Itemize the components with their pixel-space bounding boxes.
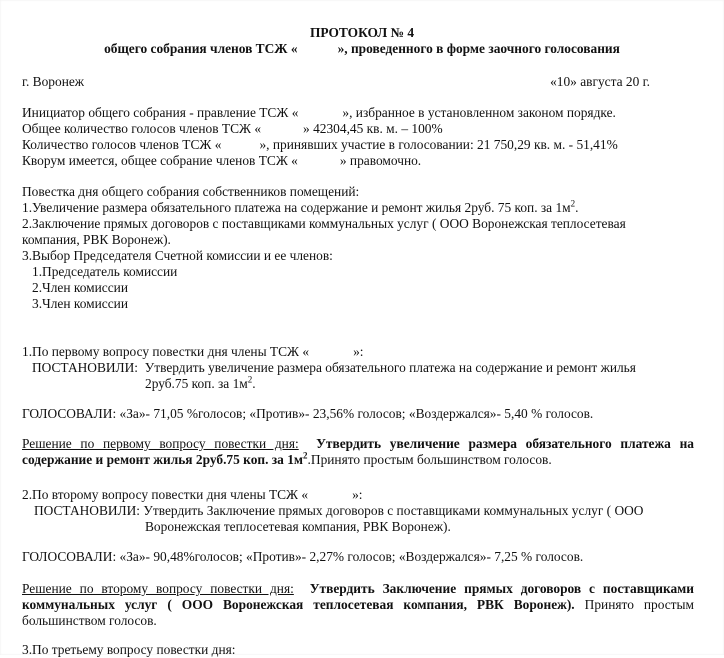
q1-votes: ГОЛОСОВАЛИ: «За»- 71,05 %голосов; «Против»- 23,56% голосов; «Воздержался»- 5,40 % голосов.: [22, 406, 594, 421]
voted-b: », принявших участие в голосовании: 21 750,29 кв. м. - 51,41%: [259, 137, 618, 152]
agenda-item-1-text: 1.Увеличение размера обязательного платежа на содержание и ремонт жилья 2руб. 75 коп. за 1м: [22, 200, 571, 215]
quorum-a: Кворум имеется, общее собрание членов ТСЖ «: [22, 153, 298, 168]
commission-member-2: 3.Член комиссии: [32, 296, 129, 311]
subtitle-part-a: общего собрания членов ТСЖ «: [104, 41, 298, 56]
q1-resolved-label: ПОСТАНОВИЛИ:: [32, 360, 139, 375]
initiator-b: », избранное в установленном законом порядке.: [342, 105, 616, 120]
q2-resolved-cont: Воронежская теплосетевая компания, РВК Воронеж).: [145, 519, 451, 534]
place: г. Воронеж: [22, 74, 85, 89]
meeting-date: «10» августа 20 г.: [550, 74, 650, 89]
q1-resolved-end: .: [252, 376, 256, 391]
q2-decision-bold-2: коммунальных услуг ( ООО Воронежская теплосетевая компания, РВК Воронеж).: [22, 597, 575, 612]
total-votes-line: [22, 121, 443, 137]
initiator-a: Инициатор общего собрания - правление ТСЖ «: [22, 105, 299, 120]
q1-decision-label: Решение по первому вопросу повестки дня:: [22, 436, 299, 451]
subtitle-part-b: », проведенного в форме заочного голосования: [337, 41, 620, 56]
q1-decision-line-2: [22, 452, 552, 468]
q2-decision-line-1: [22, 581, 694, 597]
commission-chair: 1.Председатель комиссии: [32, 264, 178, 279]
voted-a: Количество голосов членов ТСЖ «: [22, 137, 222, 152]
agenda-item-1-sup: 2: [570, 198, 576, 209]
q2-decision-rest: Принято простым: [584, 597, 695, 612]
q2-resolved-text-1: Утвердить Заключение прямых договоров с поставщиками коммунальных услуг ( ООО: [143, 503, 644, 518]
voted-line: [22, 137, 618, 153]
agenda-item-1: [22, 200, 579, 216]
agenda-item-2-line-2: компания, РВК Воронеж).: [22, 232, 171, 247]
total-a: Общее количество голосов членов ТСЖ «: [22, 121, 262, 136]
commission-member-1: 2.Член комиссии: [32, 280, 129, 295]
q3-intro: 3.По третьему вопросу повестки дня:: [22, 642, 236, 657]
q2-decision-label: Решение по второму вопросу повестки дня:: [22, 581, 294, 596]
q2-decision-line-2: [22, 597, 694, 613]
agenda-item-3: 3.Выбор Председателя Счетной комиссии и ее членов:: [22, 248, 333, 263]
protocol-subtitle: [0, 41, 724, 57]
q1-decision-bold-2: содержание и ремонт жилья 2руб.75 коп. за 1м: [22, 452, 304, 467]
q1-decision-bold-1: Утвердить увеличение размера обязательного платежа на: [316, 436, 694, 451]
q2-resolved: [34, 503, 643, 519]
q2-intro-b: »:: [352, 487, 363, 502]
q1-resolved-cont: [145, 376, 256, 392]
initiator-line: [22, 105, 616, 121]
q1-decision-line-1: [22, 436, 694, 452]
total-b: » 42304,45 кв. м. – 100%: [303, 121, 443, 136]
q1-resolved: [32, 360, 636, 376]
q2-decision-bold-1: Утвердить Заключение прямых договоров с поставщиками: [309, 581, 695, 596]
agenda-item-1-end: .: [575, 200, 579, 215]
q2-decision-line-3: большинством голосов.: [22, 613, 157, 628]
q1-intro: [22, 344, 364, 360]
q1-intro-a: 1.По первому вопросу повестки дня члены ТСЖ «: [22, 344, 310, 359]
q1-resolved-sup: 2: [247, 374, 253, 385]
q2-resolved-label: ПОСТАНОВИЛИ:: [34, 503, 141, 518]
q2-votes: ГОЛОСОВАЛИ: «За»- 90,48%голосов; «Против»- 2,27% голосов; «Воздержался»- 7,25 % голосов.: [22, 549, 584, 564]
q2-intro-a: 2.По второму вопросу повестки дня члены ТСЖ «: [22, 487, 309, 502]
protocol-title-text: ПРОТОКОЛ № 4: [309, 25, 415, 40]
quorum-b: » правомочно.: [339, 153, 422, 168]
protocol-title: [0, 25, 724, 41]
q1-decision-sup: 2: [303, 450, 308, 461]
q1-resolved-text-1: Утвердить увеличение размера обязательного платежа на содержание и ремонт жилья: [144, 360, 636, 375]
q1-intro-b: »:: [353, 344, 364, 359]
quorum-line: [22, 153, 421, 169]
agenda-item-2-line-1: 2.Заключение прямых договоров с поставщиками коммунальных услуг ( ООО Воронежская теплосетевая: [22, 216, 626, 231]
q1-decision-rest: .Принято простым большинством голосов.: [307, 452, 552, 467]
agenda-heading: Повестка дня общего собрания собственников помещений:: [22, 184, 360, 199]
q2-intro: [22, 487, 363, 503]
q1-resolved-text-2: 2руб.75 коп. за 1м: [145, 376, 248, 391]
